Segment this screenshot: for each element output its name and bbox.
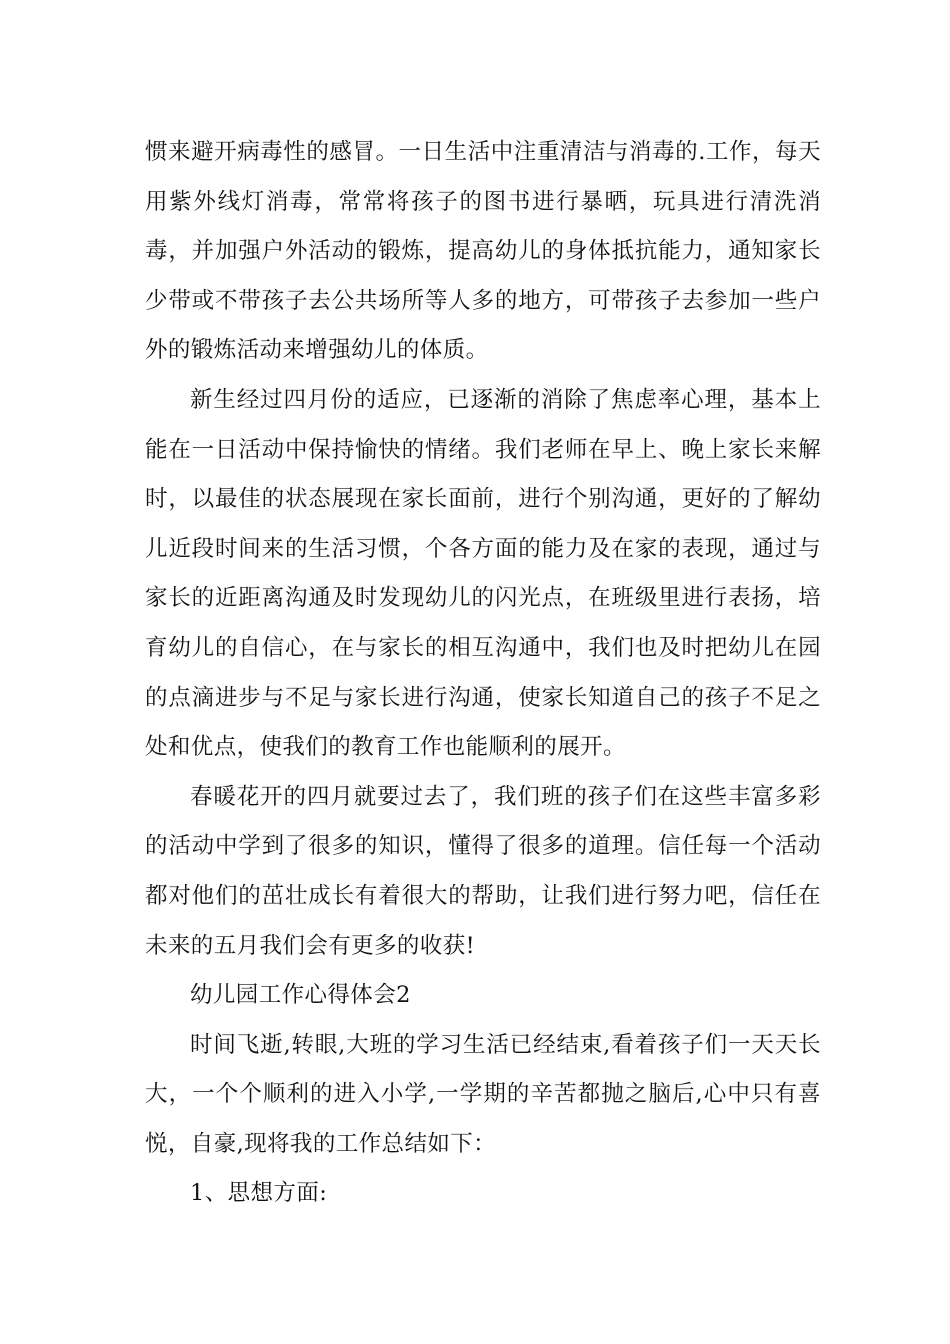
paragraph-time-flies: 时间飞逝,转眼,大班的学习生活已经结束,看着孩子们一天天长大，一个个顺利的进入小学,一学期的辛苦都抛之脑后,心中只有喜悦，自豪,现将我的工作总结如下： — [145, 1031, 821, 1157]
paragraph-hygiene-continued: 惯来避开病毒性的感冒。一日生活中注重清洁与消毒的.工作，每天用紫外线灯消毒，常常将孩子的图书进行暴晒，玩具进行清洗消毒，并加强户外活动的锻炼，提高幼儿的身体抵抗能力，通知家长少带或不带孩子去公共场所等人多的地方，可带孩子去参加一些户外的锻炼活动来增强幼儿的体质。 — [145, 139, 821, 364]
document-body — [145, 128, 821, 1219]
paragraph-april-summary: 春暖花开的四月就要过去了，我们班的孩子们在这些丰富多彩的活动中学到了很多的知识，懂得了很多的道理。信任每一个活动都对他们的茁壮成长有着很大的帮助，让我们进行努力吧，信任在未来的五月我们会有更多的收获! — [145, 783, 821, 959]
paragraph-new-students: 新生经过四月份的适应，已逐渐的消除了焦虑率心理，基本上能在一日活动中保持愉快的情绪。我们老师在早上、晚上家长来解时，以最佳的状态展现在家长面前，进行个别沟通，更好的了解幼儿近段时间来的生活习惯，个各方面的能力及在家的表现，通过与家长的近距离沟通及时发现幼儿的闪光点，在班级里进行表扬，培育幼儿的自信心，在与家长的相互沟通中，我们也及时把幼儿在园的点滴进步与不足与家长进行沟通，使家长知道自己的孩子不足之处和优点，使我们的教育工作也能顺利的展开。 — [145, 386, 821, 761]
subheading-thought: 1、思想方面: — [190, 1180, 328, 1207]
section-heading-2: 幼儿园工作心得体会2 — [190, 982, 411, 1009]
